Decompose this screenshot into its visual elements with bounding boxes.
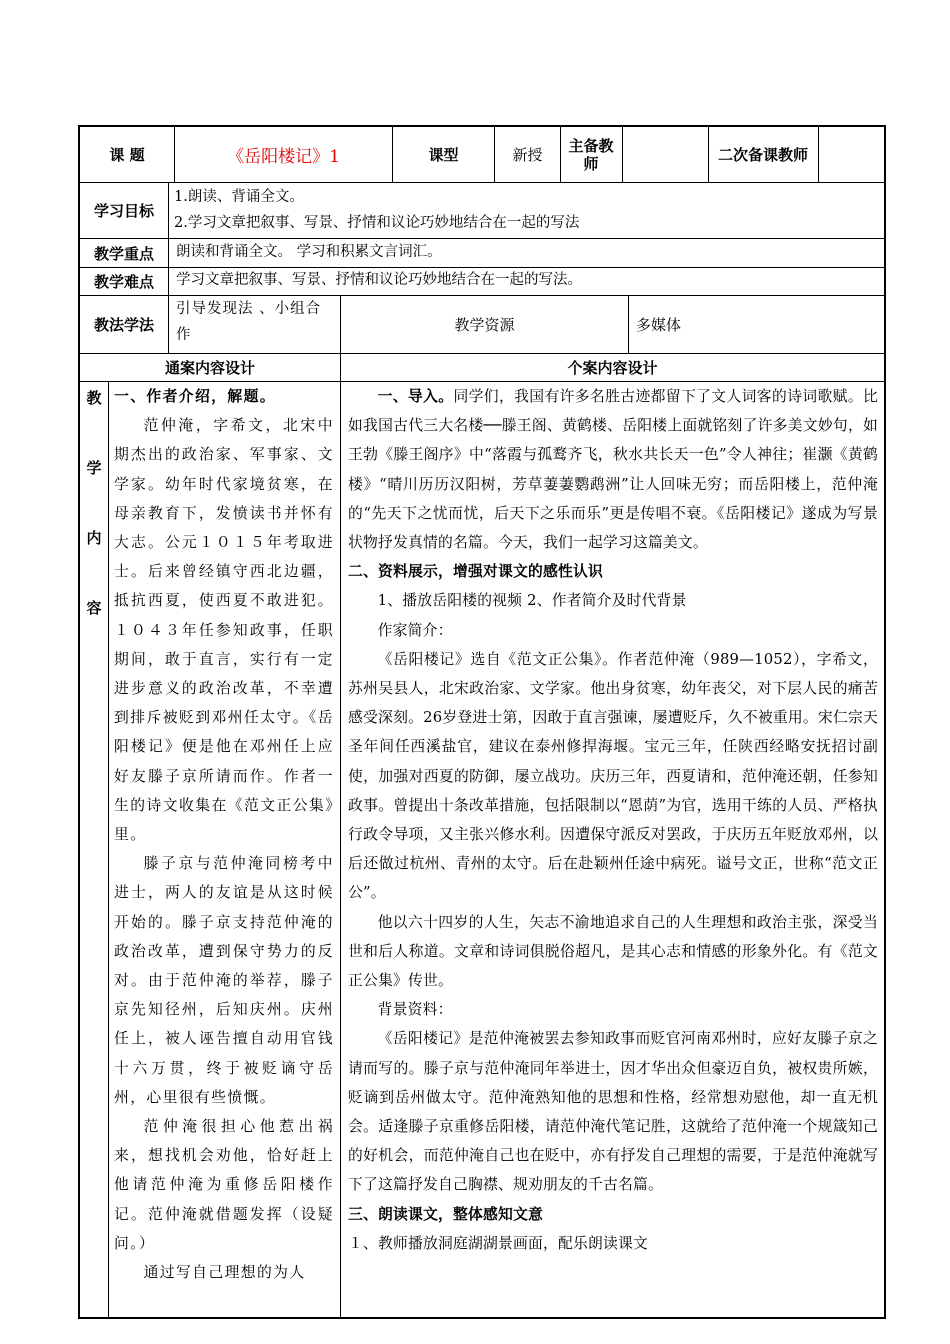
right-block: 作家简介： (377, 621, 453, 639)
key-label: 教学重点 (93, 244, 154, 263)
right-block: 他以六十四岁的人生，矢志不渝地追求自己的人生理想和政治主张，深受当世和后人称道。文章和诗词俱脱俗超凡，是其心志和情感的形象外化。有《范文正公集》传世。 (348, 913, 878, 990)
side-char: 学 (86, 459, 102, 477)
side-char: 内 (86, 529, 102, 547)
lesson-title: 《岳阳楼记》1 (227, 147, 340, 167)
col-divider (168, 182, 169, 354)
right-block: 一、导入。同学们，我国有许多名胜古迹都留下了文人词客的诗词歌赋。比如我国古代三大名楼──滕王阁、黄鹤楼、岳阳楼上面就铭刻了许多美文妙句，如王勃《滕王阁序》中“落霞与孤鹜齐飞，秋水共长天一色”令人神往；崔灏《黄鹤楼》“晴川历历汉阳树，芳草萋萋鹦鹉洲”让人回味无穷；而岳阳楼上，范仲淹的“先天下之忧而忧，后天下之乐而乐”更是传唱不衰。《岳阳楼记》遂成为写景状物抒发真情的名篇。今天，我们一起学习这篇美文。 (348, 388, 878, 552)
goals-list (174, 183, 874, 238)
col-divider (708, 125, 709, 183)
col-divider (108, 381, 109, 1319)
method-value: 引导发现法 、小组合作 (176, 301, 322, 343)
goals-label: 学习目标 (93, 202, 154, 220)
method-label: 教法学法 (93, 316, 154, 334)
side-label (80, 385, 108, 621)
side-char: 容 (86, 599, 102, 617)
left-paragraph: 通过写自己理想的为人 (143, 1264, 306, 1282)
type-label: 课型 (428, 146, 459, 164)
left-paragraph: 滕子京与范仲淹同榜考中进士，两人的友谊是从这时候开始的。滕子京支持范仲淹的政治改革，遭到保守势力的反对。由于范仲淹的举荐，滕子京先知径州，后知庆州。庆州任上，被人诬告擅自动用官钱十六万贯，终于被贬谪守岳州，心里很有些愤慨。 (114, 855, 334, 1106)
difficulty-value: 学习文章把叙事、写景、抒情和议论巧妙地结合在一起的写法。 (176, 272, 582, 288)
main-teacher-value (623, 127, 708, 182)
col-divider (560, 125, 561, 183)
resource-value: 多媒体 (636, 316, 682, 334)
table-border (78, 1317, 885, 1319)
resource-label: 教学资源 (454, 316, 515, 334)
goal-item: 1.朗读、背诵全文。 (174, 189, 304, 205)
left-heading: 一、作者介绍，解题。 (114, 388, 276, 405)
right-heading: 三、朗读课文，整体感知文意 (348, 1205, 543, 1223)
right-block: １、教师播放洞庭湖湖景画面，配乐朗读课文 (348, 1234, 648, 1252)
right-block: 《岳阳楼记》选自《范文正公集》。作者范仲淹（989—1052），字希文，苏州吴县人，北宋政治家、文学家。他出身贫寒，幼年丧父，对下层人民的痛苦感受深刻。26岁登进士第，因敢于直言强谏，屡遭贬斥，久不被重用。宋仁宗天圣年间任西溪盐官，建议在泰州修捍海堰。宝元三年，任陕西经略安抚招讨副使，加强对西夏的防御，屡立战功。庆历三年，西夏请和，范仲淹还朝，任参知政事。曾提出十条改革措施，包括限制以“恩荫”为官，选用干练的人员、严格执行政令导项，又主张兴修水利。因遭保守派反对罢政，于庆历五年贬放邓州，以后还做过杭州、青州的太守。后在赴颖州任途中病死。谥号文正，世称“范文正公”。 (348, 650, 878, 902)
second-teacher-label: 二次备课教师 (717, 145, 808, 164)
goal-item: 2.学习文章把叙事、写景、抒情和议论巧妙地结合在一起的写法 (174, 215, 580, 231)
side-char: 教 (86, 389, 102, 407)
col-divider (628, 295, 629, 354)
title-label: 课 题 (109, 146, 145, 164)
right-block: 背景资料： (377, 1001, 453, 1019)
right-content (348, 382, 878, 1316)
difficulty-label: 教学难点 (93, 273, 154, 291)
right-block: 《岳阳楼记》是范仲淹被罢去参知政事而贬官河南邓州时，应好友滕子京之请而写的。滕子京与范仲淹同年举进士，因才华出众但豪迈自负，被权贵所嫉，贬谪到岳州做太守。范仲淹熟知他的思想和性格，经常想劝慰他，却一直无机会。适逢滕子京重修岳阳楼，请范仲淹代笔记胜，这就给了范仲淹一个规箴知己的好机会，而范仲淹自己也在贬中，亦有抒发自己理想的需要，于是范仲淹就写下了这篇抒发自己胸襟、规劝朋友的千古名篇。 (348, 1030, 878, 1194)
main-teacher-label: 主备教师 (568, 136, 614, 173)
right-heading: 二、资料展示，增强对课文的感性认识 (348, 563, 603, 581)
key-value: 朗读和背诵全文。 学习和积累文言词汇。 (176, 244, 442, 260)
table-border (884, 125, 886, 1319)
right-block: 1、播放岳阳楼的视频 2、作者简介及时代背景 (377, 592, 687, 610)
left-content (114, 382, 334, 1316)
col-divider (340, 353, 341, 1319)
left-paragraph: 范仲淹，字希文，北宋中期杰出的政治家、军事家、文学家。幼年时代家境贫寒，在母亲教育下，发愤读书并怀有大志。公元１０１５年考取进士。后来曾经镇守西北边疆，抵抗西夏，使西夏不敢进犯。１０４３年任参知政事，任职期间，敢于直言，实行有一定进步意义的政治改革，不幸遭到排斥被贬到邓州任太守。《岳阳楼记》便是他在邓州任上应好友滕子京所请而作。作者一生的诗文收集在《范文正公集》里。 (114, 417, 334, 844)
type-value: 新授 (512, 146, 543, 164)
second-teacher-value (819, 127, 884, 182)
right-design-header: 个案内容设计 (567, 359, 658, 377)
left-paragraph: 范仲淹很担心他惹出祸来，想找机会劝他，恰好赶上他请范仲淹为重修岳阳楼作记。范仲淹就借题发挥（设疑问。） (114, 1118, 334, 1252)
left-design-header: 通案内容设计 (164, 359, 255, 377)
